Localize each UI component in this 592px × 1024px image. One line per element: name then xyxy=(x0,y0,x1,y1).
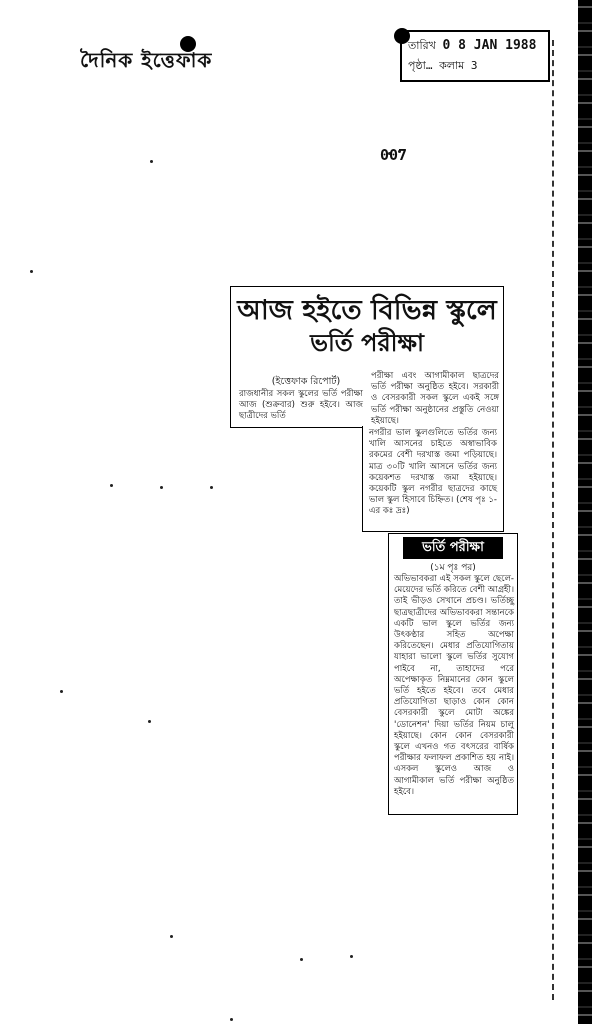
scan-speck xyxy=(150,160,153,163)
article-clipping xyxy=(230,286,504,428)
date-stamp: তারিখ 0 8 JAN 1988 পৃষ্ঠা… কলাম 3 xyxy=(400,30,550,82)
scan-speck xyxy=(30,270,33,273)
article-column-continuation xyxy=(362,426,504,532)
continuation-headline: ভর্তি পরীক্ষা xyxy=(403,537,503,559)
headline-line-2: ভর্তি পরীক্ষা xyxy=(310,328,424,357)
scan-speck xyxy=(110,484,113,487)
fold-line xyxy=(552,40,554,1000)
article-headline xyxy=(235,295,499,359)
continuation-subhead: (১ম পৃঃ পর) xyxy=(430,563,476,573)
scan-edge-shadow xyxy=(578,0,592,1024)
article-column-2: পরীক্ষা এবং আগামীকাল ছাত্রদের ভর্তি পরীক্ষা অনুষ্ঠিত হইবে। সরকারী ও বেসরকারী সকল স্কুলে একই সঙ্গে ভর্তি পরীক্ষা অনুষ্ঠানের প্রস্তুতি নেওয়া হইয়াছে। xyxy=(371,371,499,426)
scan-speck xyxy=(300,958,303,961)
continuation-body: অভিভাবকরা এই সকল স্কুলে ছেলে-মেয়েদের ভর্তি করিতে বেশী আগ্রহী। তাই ভীড়ও সেখানে প্রচণ্ড। ভর্তিচ্ছু ছাত্রছাত্রীদের অভিভাবকরা সন্তানকে একটি ভাল স্কুলে ভর্তির জন্য উৎকণ্ঠার সহিত অপেক্ষা করিতেছেন। মেধার প্রতিযোগিতায় যাহারা ভালো স্কুলে ভর্তির সুযোগ পাইবে না, তাহাদের পরে অপেক্ষাকৃত নিম্নমানের কোন স্কুলে ভর্তি হইতে হইবে। তবে মেধার প্রতিযোগিতা ছাড়াও কোন কোন বেসরকারী স্কুলে মোটা অঙ্কের 'ডোনেশন' দিয়া ভর্তির নিয়ম চালু হইয়াছে। কোন কোন বেসরকারী স্কুলে এখনও গত বৎসরের বার্ষিক পরীক্ষার ফলাফল প্রকাশিত হয় নাই। এসকল স্কুলেও আজ ও আগামীকাল ভর্তি পরীক্ষা অনুষ্ঠিত হইবে। xyxy=(394,574,514,797)
stamp-date-label: তারিখ xyxy=(408,39,436,52)
stamp-page-label: পৃষ্ঠা xyxy=(408,59,426,72)
article-column-3 xyxy=(369,428,497,518)
continuation-clipping xyxy=(388,533,518,815)
stamp-column-value: 3 xyxy=(470,59,478,72)
stamp-date-value: 0 8 JAN 1988 xyxy=(442,38,537,53)
scan-speck xyxy=(230,1018,233,1021)
scan-speck xyxy=(160,486,163,489)
scan-speck xyxy=(350,955,353,958)
file-number: 007 xyxy=(380,146,408,164)
scan-speck xyxy=(60,690,63,693)
newspaper-name: দৈনিক ইত্তেফাক xyxy=(80,48,213,72)
article-byline: (ইত্তেফাক রিপোর্ট) xyxy=(271,376,341,387)
article-column-1: রাজধানীর সকল স্কুলের ভর্তি পরীক্ষা আজ (শুক্রবার) শুরু হইবে। আজ ছাত্রীদের ভর্তি xyxy=(239,389,363,422)
scan-speck xyxy=(148,720,151,723)
stamp-column-label: কলাম xyxy=(439,59,465,72)
headline-line-1: আজ হইতে বিভিন্ন স্কুলে xyxy=(237,295,497,326)
continued-note: (শেষ পৃঃ ১-এর কঃ দ্রঃ) xyxy=(369,495,497,517)
scan-speck xyxy=(170,935,173,938)
article-column-3-text: নগরীর ভাল স্কুলগুলিতে ভর্তির জন্য খালি আসনের চাইতে অস্বাভাবিক রকমের বেশী দরখাস্ত জমা পড়িয়াছে। মাত্র ৩০টি খালি আসনে ভর্তির জন্য কয়েকশত দরখাস্ত জমা হইয়াছে। কয়েকটি স্কুল নগরীর ছাত্রদের কাছে ভাল স্কুল হিসাবে চিহ্নিত। xyxy=(369,428,497,506)
scan-speck xyxy=(210,486,213,489)
